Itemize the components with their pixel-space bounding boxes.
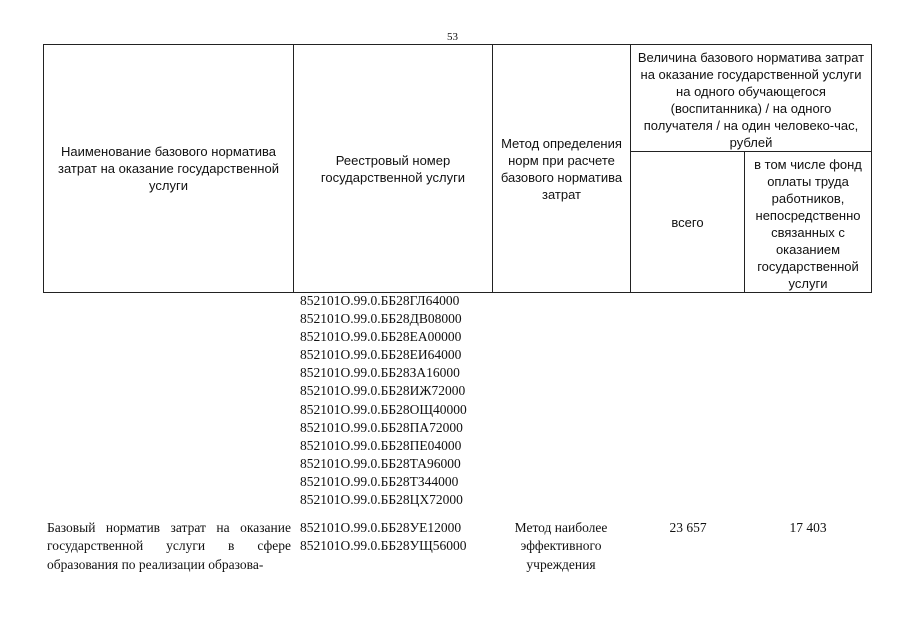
- row-service-name: Базовый норматив затрат на оказание государственной услуги в сфере образования по реализации образова-: [47, 520, 291, 572]
- registry-code: 852101О.99.0.ББ28ОЩ40000: [300, 401, 467, 417]
- page-number: 53: [447, 31, 458, 43]
- header-col-registry: Реестровый номер государственной услуги: [294, 45, 493, 293]
- row-fund-value: 17 403: [789, 520, 827, 535]
- row-method: Метод наиболее эффективного учреждения: [514, 520, 608, 572]
- header-sub-total: всего: [631, 152, 745, 293]
- registry-code: 852101О.99.0.ББ28ПЕ04000: [300, 437, 462, 453]
- registry-code: 852101О.99.0.ББ28ЕА00000: [300, 329, 462, 345]
- header-col-name: Наименование базового норматива затрат на оказание государственной услуги: [44, 45, 294, 293]
- registry-code: 852101О.99.0.ББ28УЩ56000: [300, 538, 467, 554]
- header-table: [43, 44, 872, 293]
- registry-code: 852101О.99.0.ББ28ЗА16000: [300, 365, 460, 381]
- row-codes-list: [300, 519, 467, 556]
- row-total-value: 23 657: [669, 520, 707, 535]
- registry-code: 852101О.99.0.ББ28ДВ08000: [300, 311, 462, 327]
- registry-code: 852101О.99.0.ББ28ПА72000: [300, 419, 463, 435]
- header-col-method: Метод определения норм при расчете базового норматива затрат: [493, 45, 631, 293]
- registry-code: 852101О.99.0.ББ28ИЖ72000: [300, 383, 466, 399]
- header-col-value: Величина базового норматива затрат на оказание государственной услуги на одного обучающегося (воспитанника) / на одного получателя / на один человеко-час, рублей: [631, 45, 872, 152]
- continued-codes-list: [300, 292, 467, 509]
- registry-code: 852101О.99.0.ББ28ГЛ64000: [300, 293, 460, 308]
- header-sub-fund: в том числе фонд оплаты труда работников, непосредственно связанных с оказанием государственной услуги: [745, 152, 872, 293]
- registry-code: 852101О.99.0.ББ28ТА96000: [300, 455, 461, 471]
- registry-code: 852101О.99.0.ББ28ТЗ44000: [300, 473, 459, 489]
- registry-code: 852101О.99.0.ББ28ЦХ72000: [300, 492, 463, 508]
- registry-code: 852101О.99.0.ББ28УЕ12000: [300, 520, 462, 535]
- registry-code: 852101О.99.0.ББ28ЕИ64000: [300, 347, 462, 363]
